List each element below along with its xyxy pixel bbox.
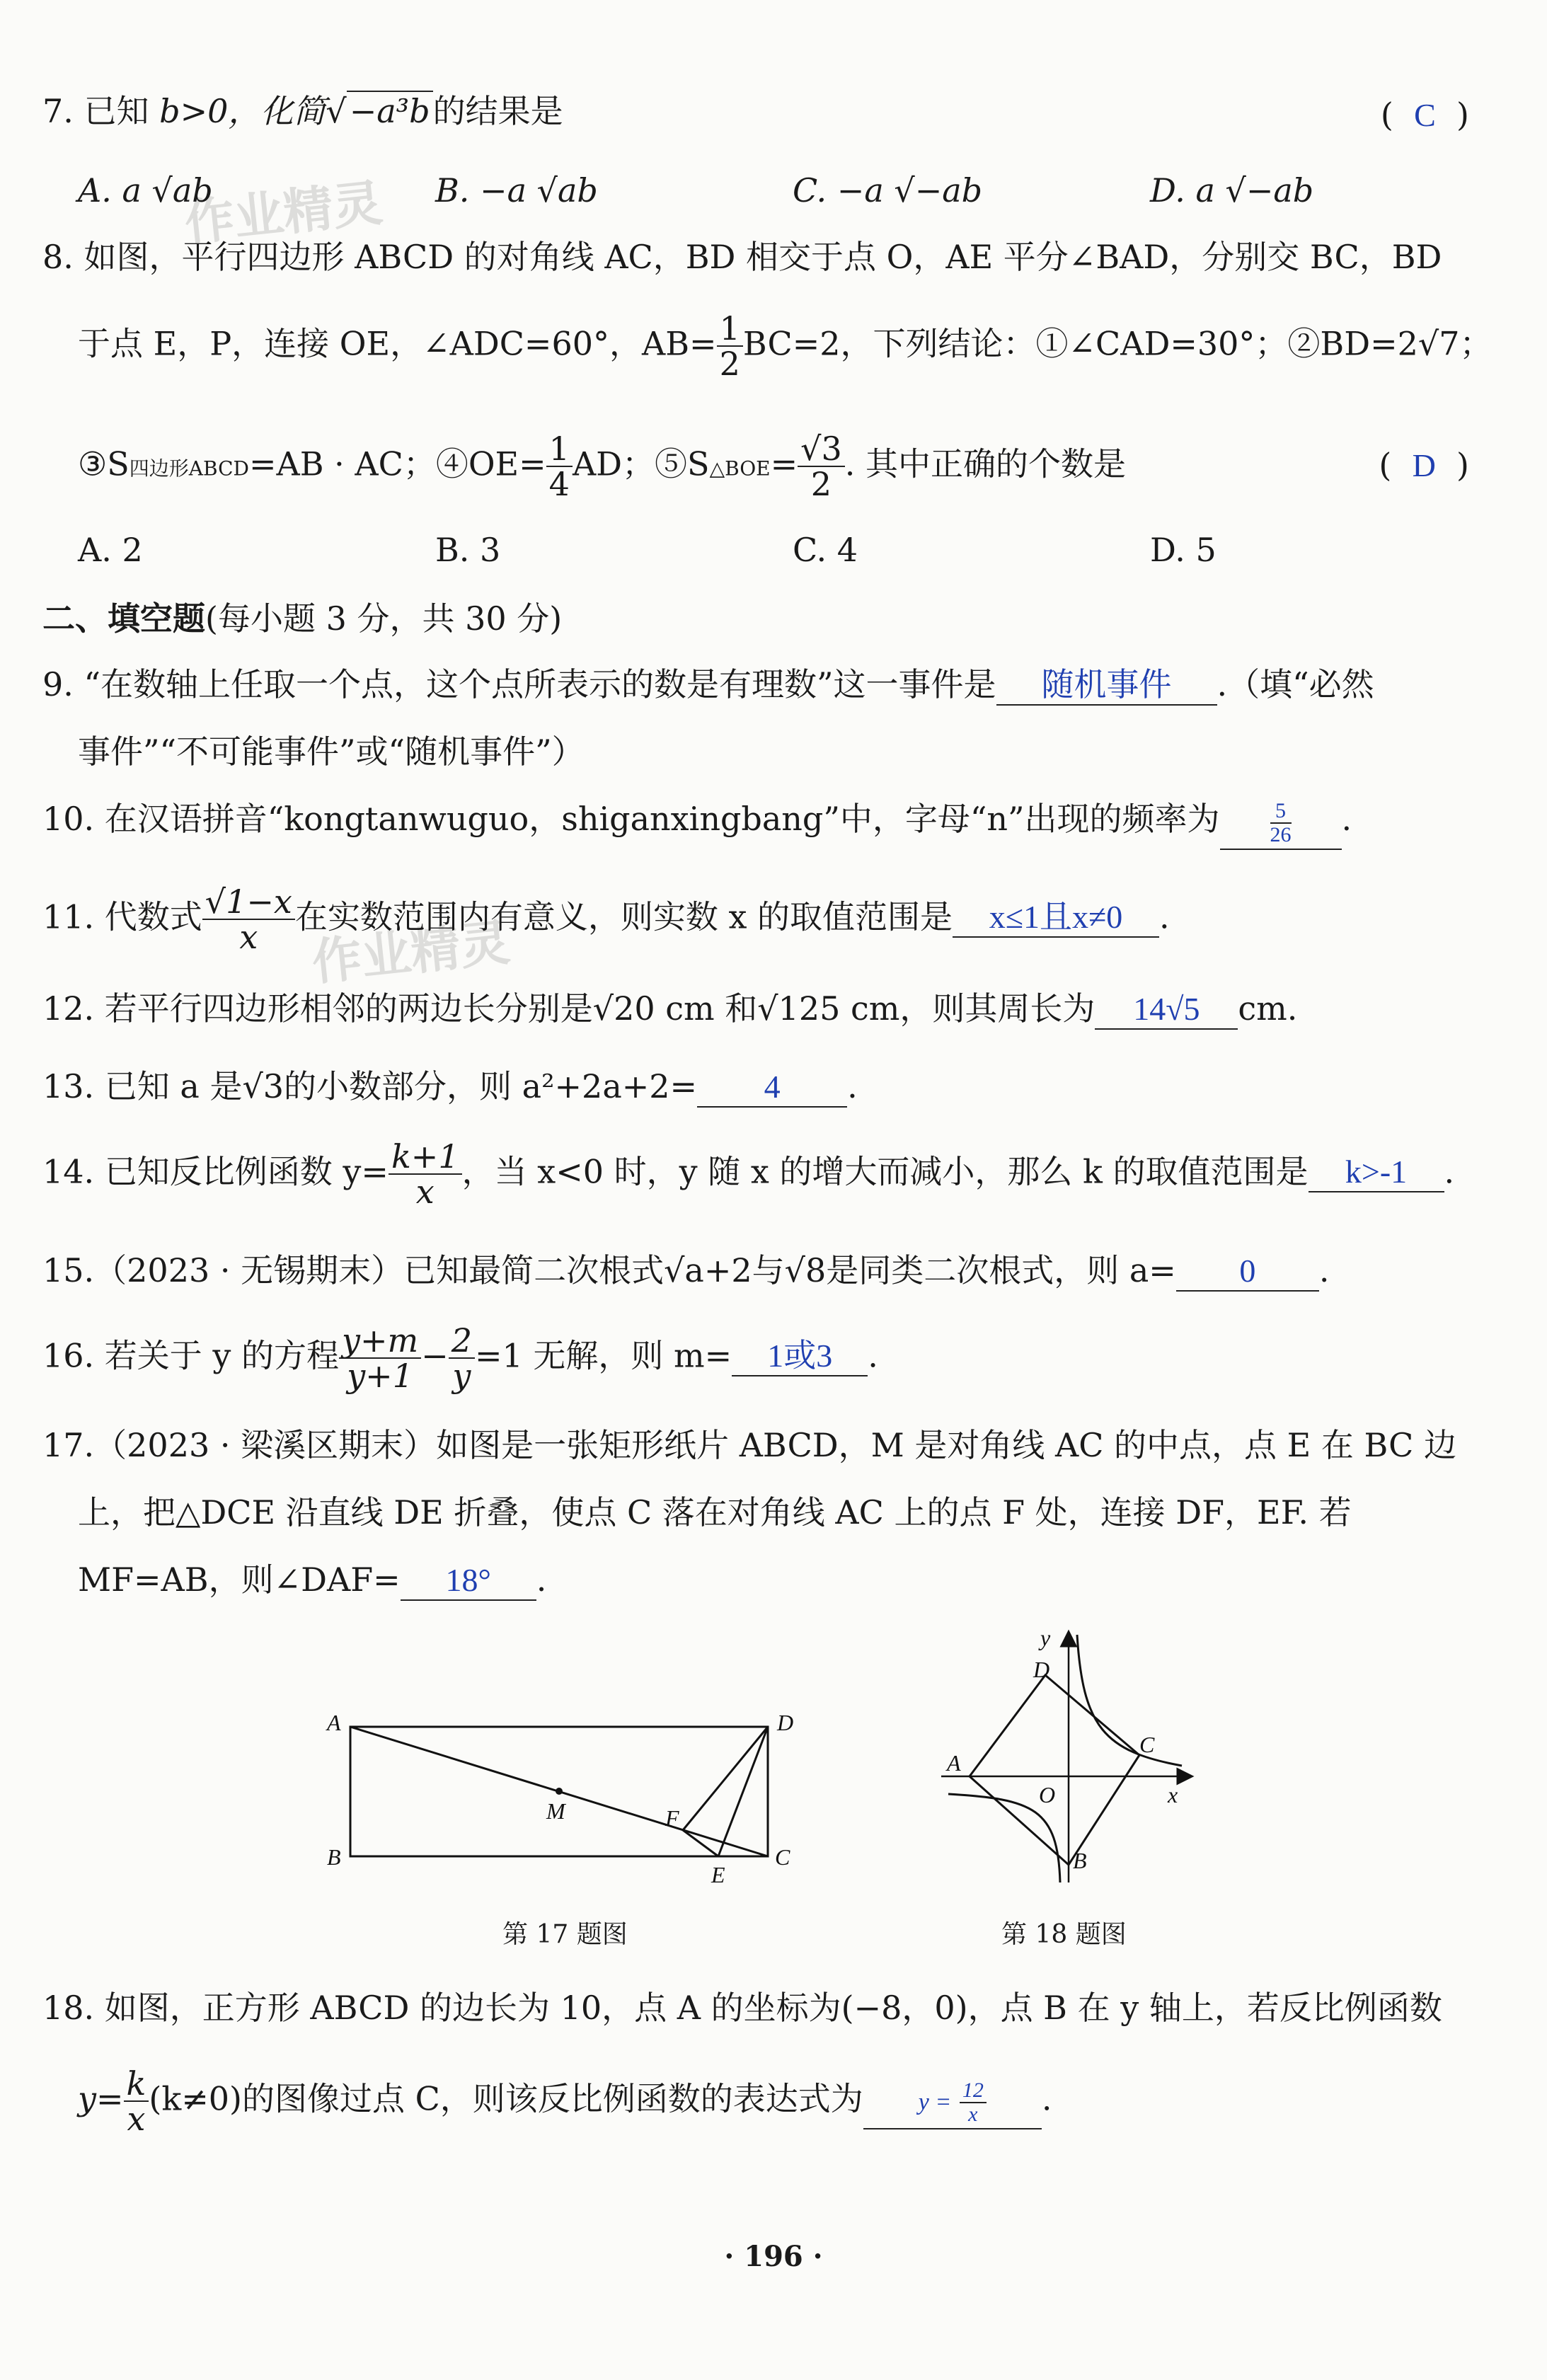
option-d: D. 5	[1150, 531, 1217, 569]
figure-17	[318, 1691, 814, 1904]
question-8-line2: 于点 E，P，连接 OE，∠ADC=60°，AB= $\frac{1}{2}$ BC=2，下列结论：①∠CAD=30°；②BD=2√7；	[78, 309, 1493, 384]
question-17-line1: 17.（2023 · 梁溪区期末）如图是一张矩形纸片 ABCD，M 是对角线 AC 的中点，点 E 在 BC 边	[42, 1426, 1456, 1464]
label-y: y	[1040, 1625, 1051, 1650]
question-10: 10. 在汉语拼音“kongtanwuguo，shiganxingbang”中，字母“n”出现的频率为 $\frac{5}{26}$ .	[42, 800, 1352, 850]
answer-blank: k>-1	[1309, 1156, 1444, 1192]
answer-blank: x≤1且x≠0	[953, 901, 1159, 938]
question-18-line2: y= $\frac{k}{x}$ (k≠0)的图像过点 C，则该反比例函数的表达式为 y = $\frac{12}{x}$ .	[78, 2064, 1052, 2139]
label-b: B	[327, 1844, 341, 1870]
answer-blank: $\frac{5}{26}$	[1220, 800, 1342, 850]
question-16: 16. 若关于 y 的方程 $\frac{y+m}{y+1}$ − $\frac{2}{y}$ =1 无解，则 m= 1或3 .	[42, 1321, 878, 1396]
label-a: A	[327, 1710, 341, 1735]
square-abcd	[970, 1675, 1139, 1865]
option-a: A. a √ab	[78, 171, 213, 209]
answer-paren-8: ( D )	[1379, 446, 1469, 484]
answer-blank: y = $\frac{12}{x}$	[863, 2079, 1042, 2129]
question-12: 12. 若平行四边形相邻的两边长分别是√20 cm 和√125 cm，则其周长为 14√5 cm.	[42, 989, 1297, 1030]
label-f: F	[665, 1805, 679, 1831]
answer-paren-7: ( C )	[1380, 96, 1469, 134]
option-b: B. 3	[435, 531, 501, 569]
label-c: C	[1139, 1732, 1155, 1757]
question-9: 9. “在数轴上任取一个点，这个点所表示的数是有理数”这一事件是 随机事件 .（填“必然	[42, 665, 1374, 706]
option-b: B. −a √ab	[435, 171, 598, 209]
label-e: E	[711, 1862, 725, 1887]
answer-blank: 0	[1176, 1255, 1319, 1292]
segment-df	[683, 1727, 768, 1830]
question-17-line3: MF=AB，则∠DAF= 18° .	[78, 1560, 546, 1601]
answer-blank: 14√5	[1095, 993, 1238, 1030]
label-a: A	[947, 1750, 961, 1776]
segment-de	[718, 1727, 768, 1856]
option-c: C. 4	[793, 531, 858, 569]
figure-18-caption: 第 18 题图	[1001, 1920, 1127, 1949]
question-7: 7. 已知 b>0，化简√−a³b的结果是	[42, 92, 563, 130]
page-number: · 196 ·	[724, 2240, 823, 2273]
figure-17-caption: 第 17 题图	[502, 1920, 628, 1949]
question-8-line3: ③S四边形ABCD=AB · AC；④OE= $\frac{1}{4}$ AD；⑤S△BOE= $\frac{√3}{2}$ . 其中正确的个数是	[78, 430, 1126, 504]
label-d: D	[777, 1710, 794, 1735]
label-b: B	[1073, 1848, 1087, 1873]
label-d: D	[1033, 1657, 1050, 1682]
question-17-line2: 上，把△DCE 沿直线 DE 折叠，使点 C 落在对角线 AC 上的点 F 处，连接 DF，EF. 若	[78, 1493, 1352, 1531]
label-c: C	[775, 1844, 790, 1870]
option-c: C. −a √−ab	[793, 171, 983, 209]
answer-blank: 18°	[401, 1564, 536, 1601]
segment-ef	[683, 1830, 718, 1856]
answer-blank: 4	[697, 1071, 847, 1108]
question-13: 13. 已知 a 是√3的小数部分，则 a²+2a+2= 4 .	[42, 1067, 858, 1108]
question-9-cont: 事件”“不可能事件”或“随机事件”）	[78, 732, 585, 771]
question-11: 11. 代数式 $\frac{√1-x}{x}$ 在实数范围内有意义，则实数 x 的取值范围是 x≤1且x≠0 .	[42, 883, 1170, 957]
watermark: 作业精灵	[182, 173, 386, 253]
question-14: 14. 已知反比例函数 y= $\frac{k+1}{x}$ ，当 x<0 时，y 随 x 的增大而减小，那么 k 的取值范围是 k>-1 .	[42, 1137, 1455, 1212]
question-8-line1: 8. 如图，平行四边形 ABCD 的对角线 AC，BD 相交于点 O，AE 平分∠BAD，分别交 BC，BD	[42, 238, 1442, 276]
label-m: M	[546, 1798, 565, 1824]
watermark: 作业精灵	[309, 913, 513, 992]
label-o: O	[1039, 1782, 1056, 1807]
option-d: D. a √−ab	[1150, 171, 1314, 209]
answer-blank: 1或3	[732, 1340, 868, 1376]
section-heading: 二、填空题(每小题 3 分，共 30 分)	[42, 599, 563, 638]
label-x: x	[1168, 1782, 1178, 1807]
option-a: A. 2	[78, 531, 143, 569]
point-m	[556, 1788, 563, 1795]
figure-18	[927, 1621, 1210, 1904]
question-18-line1: 18. 如图，正方形 ABCD 的边长为 10，点 A 的坐标为(−8，0)，点 B 在 y 轴上，若反比例函数	[42, 1989, 1442, 2027]
question-15: 15.（2023 · 无锡期末）已知最简二次根式√a+2与√8是同类二次根式，则 a= 0 .	[42, 1251, 1329, 1292]
answer-blank: 随机事件	[996, 669, 1217, 706]
